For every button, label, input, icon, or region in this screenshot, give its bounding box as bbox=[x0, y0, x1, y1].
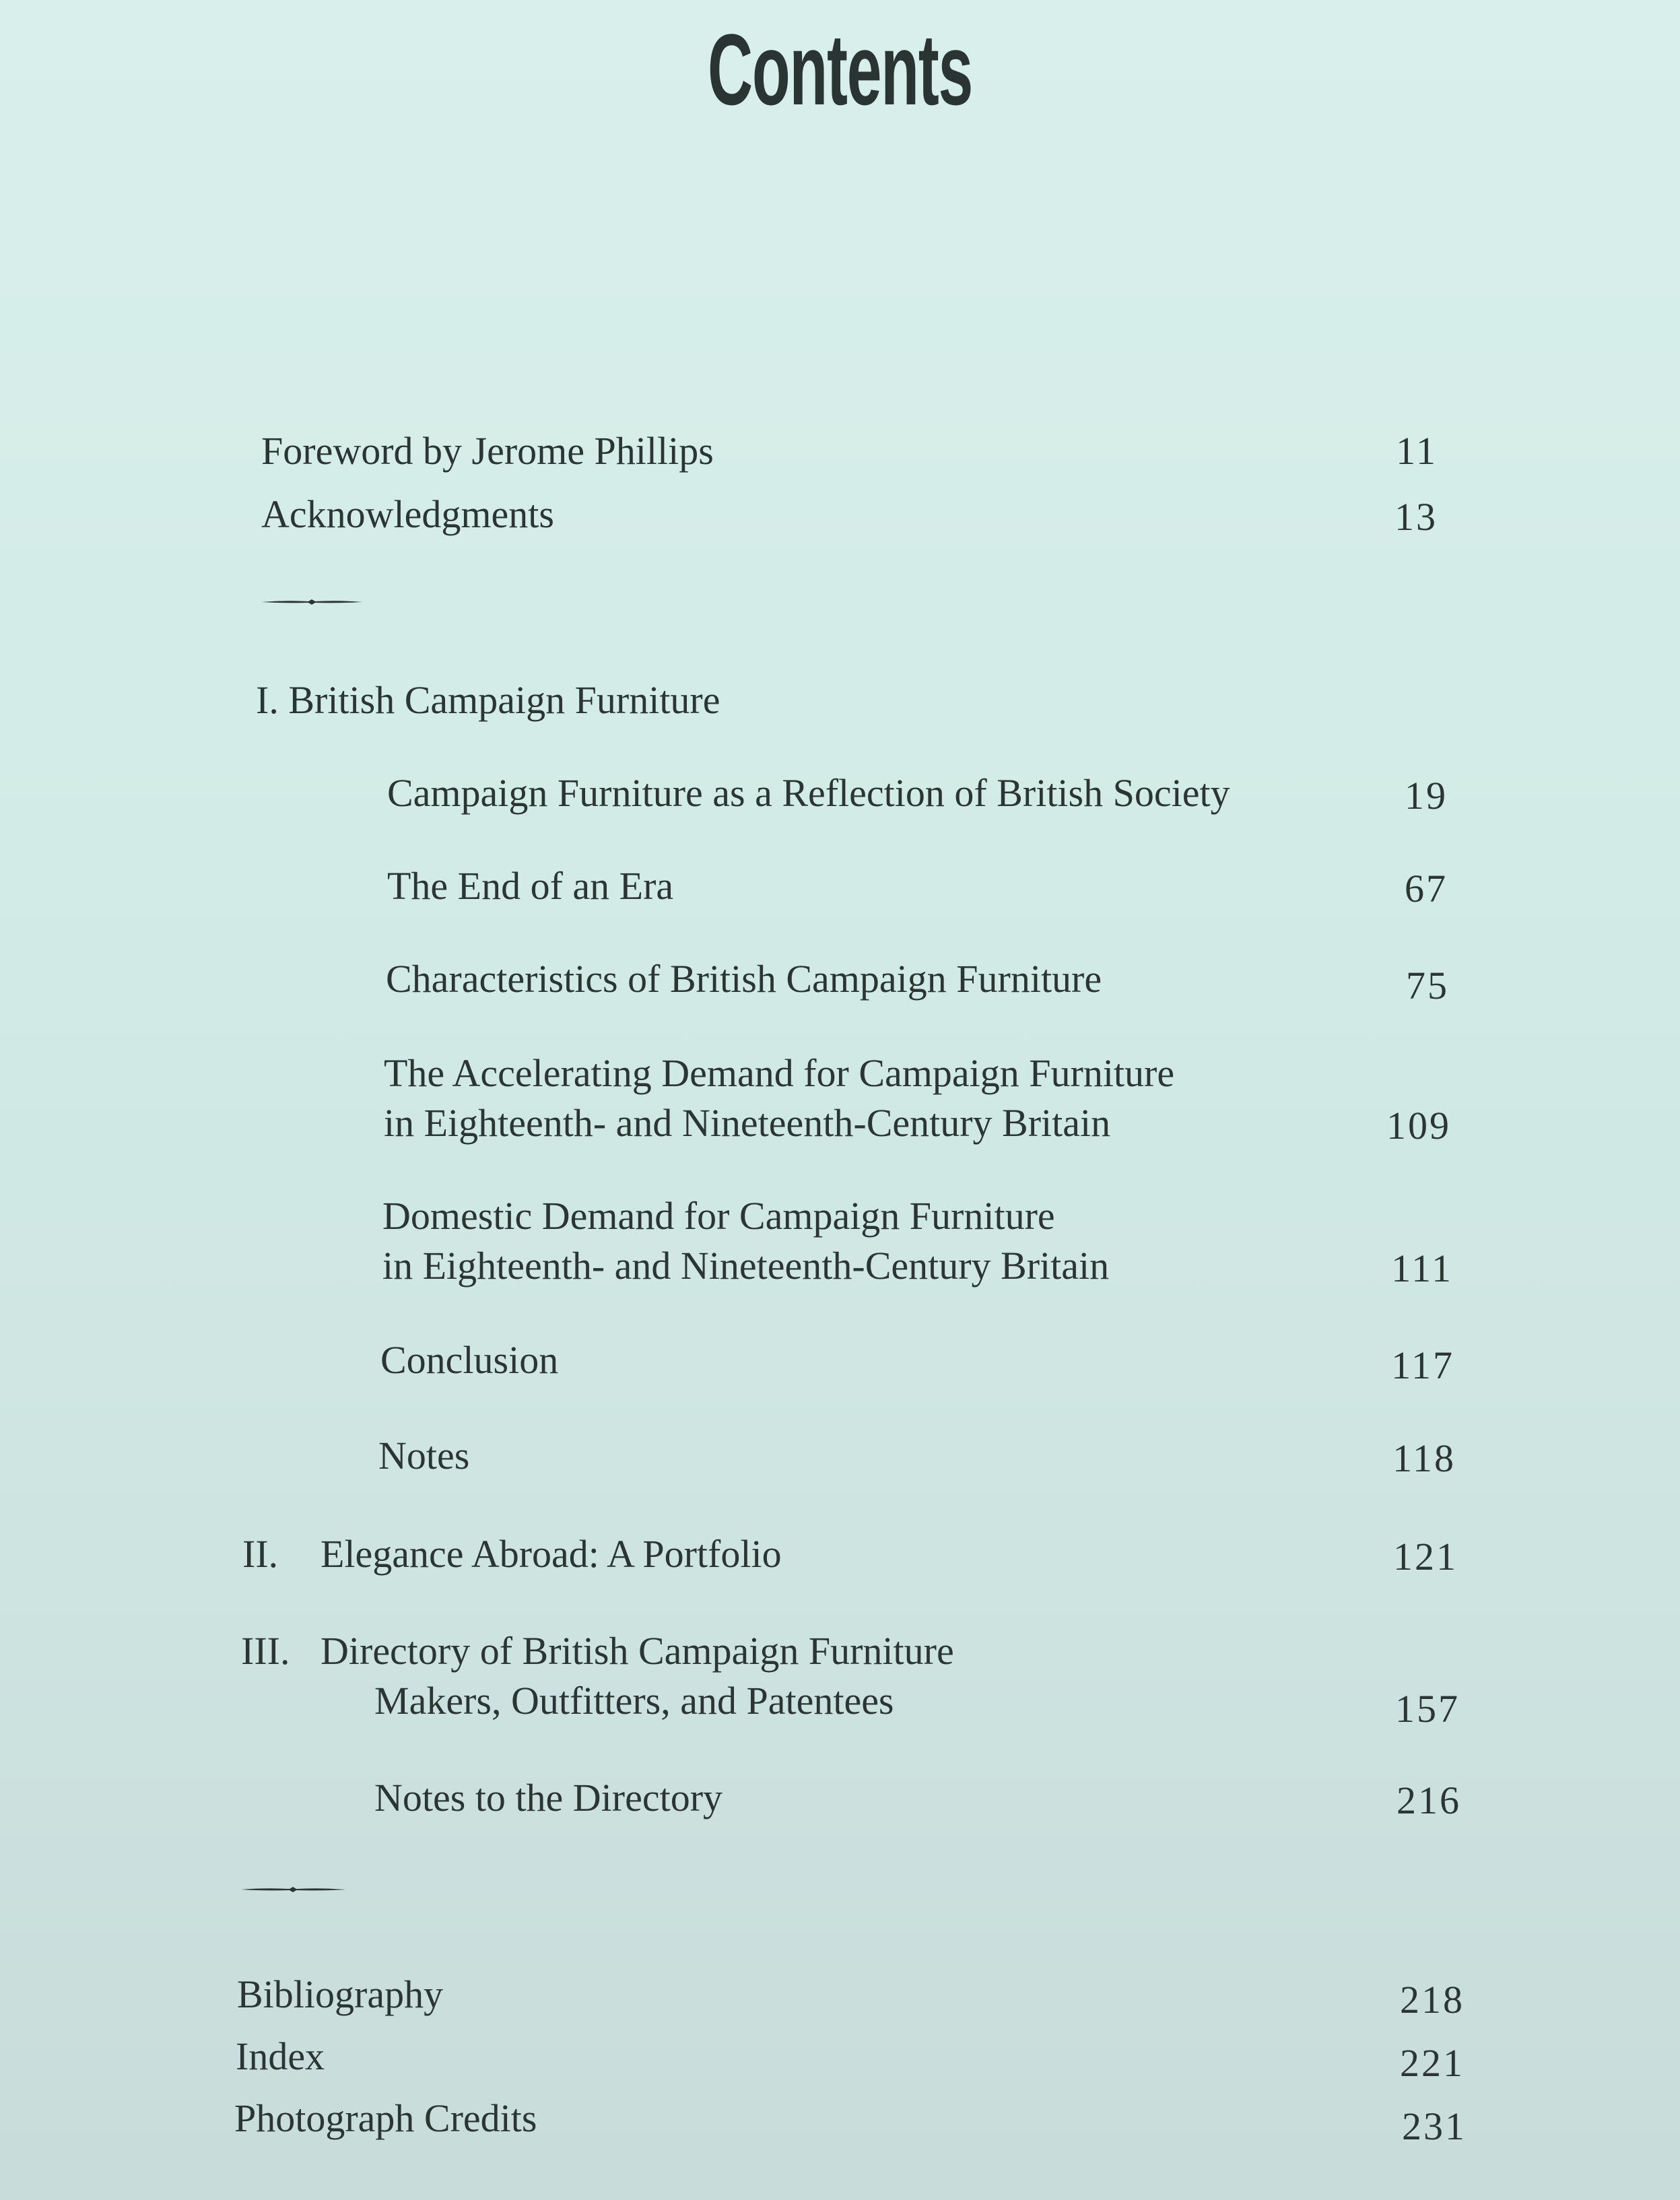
toc-part3-line1: Directory of British Campaign Furniture bbox=[321, 1629, 954, 1673]
toc-entry-directory-notes: Notes to the Directory bbox=[374, 1776, 723, 1820]
toc-page-part2: 121 bbox=[1393, 1535, 1458, 1578]
toc-page-characteristics: 75 bbox=[1406, 964, 1449, 1007]
toc-page-bibliography: 218 bbox=[1400, 1978, 1465, 2022]
toc-page-acknowledgments: 13 bbox=[1395, 495, 1438, 539]
toc-entry-domestic-line2: in Eighteenth- and Nineteenth-Century Britain bbox=[382, 1244, 1110, 1288]
toc-page-notes: 118 bbox=[1392, 1436, 1456, 1480]
toc-part2-numeral: II. bbox=[242, 1532, 279, 1576]
page-title: Contents bbox=[707, 13, 973, 126]
toc-entry-end-of-era: The End of an Era bbox=[387, 864, 674, 908]
toc-entry-reflection: Campaign Furniture as a Reflection of British Society bbox=[387, 771, 1230, 815]
ornament-divider-bottom bbox=[241, 1883, 345, 1896]
toc-entry-conclusion: Conclusion bbox=[380, 1338, 559, 1382]
toc-entry-photograph-credits: Photograph Credits bbox=[234, 2096, 537, 2140]
toc-entry-accelerating-line1: The Accelerating Demand for Campaign Furniture bbox=[384, 1051, 1175, 1095]
toc-entry-bibliography: Bibliography bbox=[237, 1972, 444, 2016]
toc-entry-accelerating-line2: in Eighteenth- and Nineteenth-Century Britain bbox=[384, 1101, 1111, 1145]
toc-entry-foreword: Foreword by Jerome Phillips bbox=[261, 429, 714, 473]
toc-page-accelerating: 109 bbox=[1386, 1104, 1451, 1147]
toc-page-directory-notes: 216 bbox=[1397, 1778, 1461, 1822]
toc-entry-characteristics: Characteristics of British Campaign Furniture bbox=[386, 957, 1102, 1001]
toc-part3-line2: Makers, Outfitters, and Patentees bbox=[374, 1679, 894, 1723]
toc-page-reflection: 19 bbox=[1405, 774, 1448, 818]
ornament-divider-top bbox=[261, 595, 362, 609]
toc-page-index: 221 bbox=[1400, 2041, 1465, 2085]
toc-page-foreword: 11 bbox=[1396, 429, 1438, 473]
toc-entry-domestic-line1: Domestic Demand for Campaign Furniture bbox=[382, 1194, 1055, 1238]
toc-entry-index: Index bbox=[236, 2034, 325, 2078]
toc-entry-notes: Notes bbox=[378, 1434, 470, 1477]
toc-part3-numeral: III. bbox=[241, 1629, 290, 1673]
toc-page-conclusion: 117 bbox=[1391, 1343, 1454, 1387]
toc-entry-acknowledgments: Acknowledgments bbox=[261, 492, 554, 536]
toc-page-photograph-credits: 231 bbox=[1402, 2104, 1467, 2148]
toc-page-end-of-era: 67 bbox=[1405, 867, 1448, 910]
toc-part2-label: Elegance Abroad: A Portfolio bbox=[321, 1532, 782, 1576]
toc-page-part3: 157 bbox=[1395, 1687, 1460, 1731]
toc-page-domestic: 111 bbox=[1391, 1246, 1453, 1290]
toc-part1-heading: I. British Campaign Furniture bbox=[256, 678, 720, 722]
